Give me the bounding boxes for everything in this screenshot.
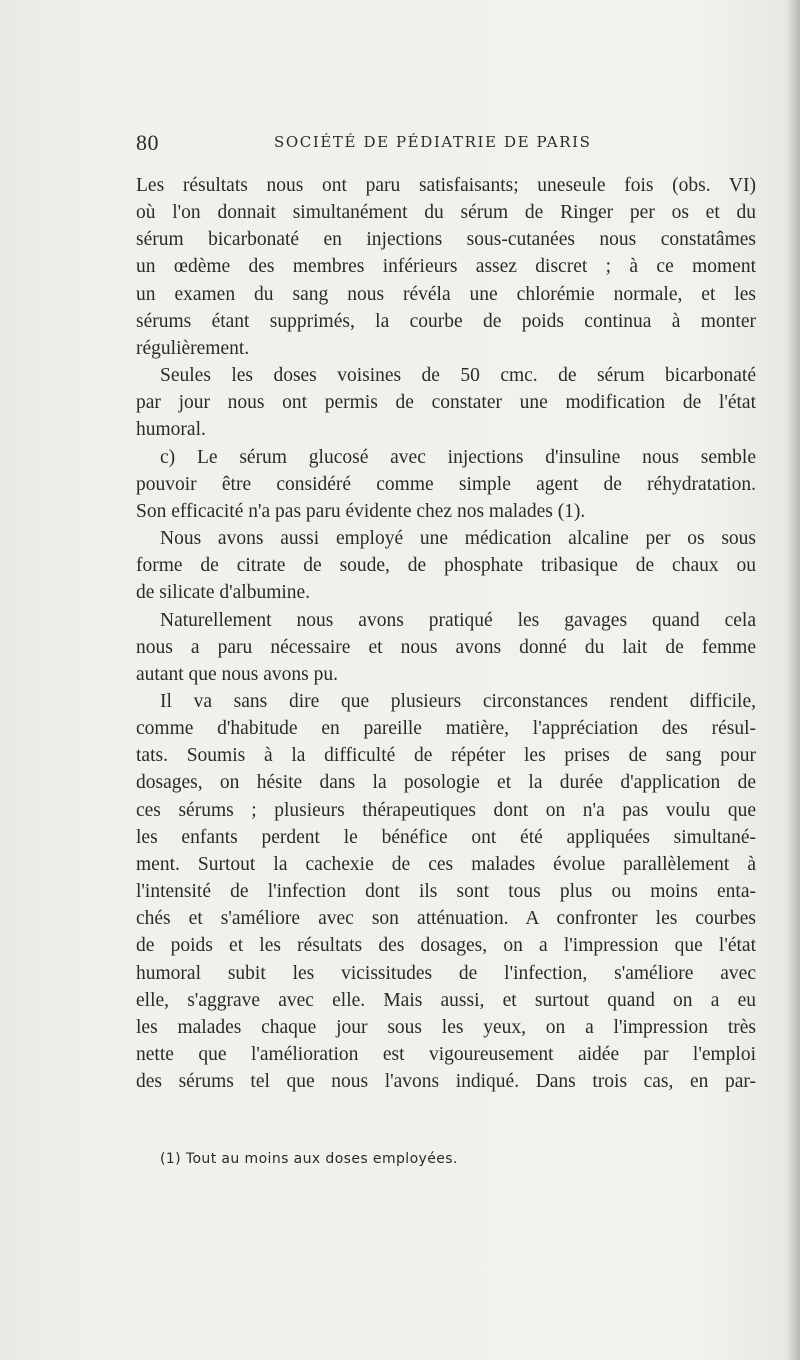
page-number: 80 bbox=[136, 130, 159, 155]
text-line: Nous avons aussi employé une médication alcaline per os sous bbox=[160, 528, 756, 550]
text-line: nous a paru nécessaire et nous avons donné du lait de femme bbox=[136, 636, 756, 658]
text-line: elle, s'aggrave avec elle. Mais aussi, et surtout quand on a eu bbox=[136, 989, 756, 1011]
text-line: Les résultats nous ont paru satisfaisants; uneseule fois (obs. VI) bbox=[136, 175, 756, 196]
text-line: pouvoir être considéré comme simple agent de réhydratation. bbox=[136, 473, 756, 495]
text-line: Seules les doses voisines de 50 cmc. de sérum bicarbonaté bbox=[160, 365, 756, 387]
text-line: de poids et les résultats des dosages, on a l'impression que l'état bbox=[136, 935, 756, 957]
text-line: ment. Surtout la cachexie de ces malades évolue parallèlement à bbox=[136, 853, 756, 875]
text-line: forme de citrate de soude, de phosphate tribasique de chaux ou bbox=[136, 555, 756, 577]
text-line: les malades chaque jour sous les yeux, on a l'impression très bbox=[136, 1016, 756, 1038]
text-line: humoral subit les vicissitudes de l'infection, s'améliore avec bbox=[136, 962, 756, 984]
text-line: un œdème des membres inférieurs assez discret ; à ce moment bbox=[136, 256, 756, 278]
text-line: chés et s'améliore avec son atténuation. A confronter les courbes bbox=[136, 908, 756, 930]
text-line: Naturellement nous avons pratiqué les gavages quand cela bbox=[160, 609, 756, 631]
body-text bbox=[136, 172, 756, 1095]
text-line: comme d'habitude en pareille matière, l'appréciation des résul- bbox=[136, 718, 756, 740]
text-line: par jour nous ont permis de constater une modification de l'état bbox=[136, 392, 756, 414]
text-line: de silicate d'albumine. bbox=[136, 582, 311, 604]
text-line: un examen du sang nous révéla une chlorémie normale, et les bbox=[136, 283, 756, 305]
page-edge-shadow bbox=[786, 0, 800, 1360]
text-line: sérums étant supprimés, la courbe de poids continua à monter bbox=[136, 310, 756, 332]
text-line: humoral. bbox=[136, 419, 206, 441]
text-line: c) Le sérum glucosé avec injections d'insuline nous semble bbox=[160, 446, 756, 468]
text-line: des sérums tel que nous l'avons indiqué. Dans trois cas, en par- bbox=[136, 1071, 756, 1093]
text-line: nette que l'amélioration est vigoureusement aidée par l'emploi bbox=[136, 1044, 756, 1065]
text-line: l'intensité de l'infection dont ils sont tous plus ou moins enta- bbox=[136, 881, 756, 903]
text-line: les enfants perdent le bénéfice ont été appliquées simultané- bbox=[136, 826, 756, 848]
text-line: ces sérums ; plusieurs thérapeutiques dont on n'a pas voulu que bbox=[136, 799, 756, 821]
text-line: régulièrement. bbox=[136, 337, 250, 359]
text-line: où l'on donnait simultanément du sérum de Ringer per os et du bbox=[136, 202, 756, 224]
running-title: SOCIÉTÉ DE PÉDIATRIE DE PARIS bbox=[274, 133, 592, 151]
text-line: autant que nous avons pu. bbox=[136, 663, 339, 685]
text-line: Son efficacité n'a pas paru évidente chez nos malades (1). bbox=[136, 500, 586, 522]
text-line: dosages, on hésite dans la posologie et la durée d'application de bbox=[136, 772, 756, 794]
text-line: sérum bicarbonaté en injections sous-cutanées nous constatâmes bbox=[136, 229, 756, 251]
running-head bbox=[136, 130, 760, 160]
footnote: (1) Tout au moins aux doses employées. bbox=[160, 1151, 458, 1167]
text-line: tats. Soumis à la difficulté de répéter les prises de sang pour bbox=[136, 745, 756, 767]
text-line: Il va sans dire que plusieurs circonstances rendent difficile, bbox=[160, 690, 756, 712]
